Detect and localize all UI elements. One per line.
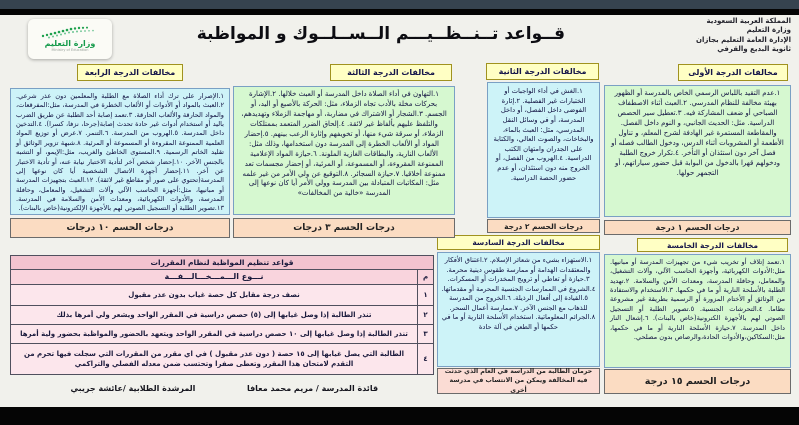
row-text: نصف درجة مقابل كل حصة غياب بدون عذر مقبول xyxy=(128,290,300,299)
degree1-deduction-footer: درجات الحسم ١ درجة xyxy=(604,220,791,235)
degree2-header-badge: مخالفات الدرجة الثانية xyxy=(486,63,599,80)
degree5-header-badge: مخالفات الدرجة الخامسة xyxy=(637,238,788,252)
degree3-header-badge: مخالفات الدرجة الثالثة xyxy=(330,64,452,81)
row-number: ٢ xyxy=(417,306,433,324)
degree4-deduction-footer: درجات الحسم ١٠ درجات xyxy=(10,218,230,238)
table-row xyxy=(11,325,433,344)
degree3-violations-text: ١.التهاون في أداء الصلاة داخل المدرسة أو العبث خلالها. ٢.الإشارة بحركات مخلة بالأدب تجاه الزملاء، مثل: الحركة بالأصبع أو اليد، أو الجسم. ٣.الشجار أو الاشتراك في مضاربة، أو مهاجمة الزملاء وتهديدهم، والتلفظ عليهم بألفاظ غير لائقة. ٤.إلحاق الضرر المتعمد بممتلكات الزملاء، أو سرقة شيء منها، أو تخويفهم وإثارة الرعب بينهم. ٥.إحضار المواد أو الألعاب الخطرة إلى المدرسة دون استخدامها، وذلك مثل: الألعاب النارية، والبطاقات الغازية الملونة. ٦.حيازة المواد الإعلامية الممنوعة المقروءة، أو المسموعة، أو المرئية، أو إحضار مجسمات تعد ممنوعة أخلاقيا. ٧.حيازة السجائر. ٨.التوقيع عن ولي الأمر من غير علمه مثل: المكاتبات المتبادلة بين المدرسة وولي الأمر أيا كان نوعها إلى المدرسة «خالية من المخالفات» xyxy=(233,86,455,215)
row-text: الطالبة التي يصل غيابها إلى ١٥ حصة ( دون عذر مقبول ) في اي مقرر من المقررات التي سجلت فيها تحرم من التقدم لامتحان هذا المقرر وتعطى صفرا وتحتسب ضمن معدله الفصلي والتراكمي xyxy=(23,349,405,368)
counselor-signature: المرشدة الطلابية /عائشة جريبي xyxy=(70,384,196,393)
logo-subtitle: Ministry of Education xyxy=(51,48,89,53)
attendance-type-header: نـــوع الـــمـــخـــالـــفـــة xyxy=(164,272,264,281)
degree6-violations-text: ١.الاستهزاء بشيء من شعائر الإسلام. ٢.اعتناق الأفكار والمعتقدات الهدامة أو ممارسة طقوس دينية محرمة. ٣.حيازة أو تعاطي أو ترويج المخدرات أو المسكرات. ٤.الشروع في الممارسات الجنسية المحرمة أو مقدماتها. ٥.القيادة إلى أفعال الرذيلة. ٦.الخروج من المدرسة للذهاب مع الجنس الآخر. ٧.ممارسة أعمال السحر. ٨.الجرائم المعلوماتية. استخدام الأسلحة النارية أو ما في حكمها أو الطعن في آلة حادة xyxy=(437,252,600,367)
ministry-info-line: الإدارة العامة التعليم بجازان xyxy=(695,35,791,44)
attendance-rules-table xyxy=(10,255,434,375)
degree6-header-badge: مخالفات الدرجة السادسة xyxy=(437,235,600,250)
table-row xyxy=(11,285,433,306)
degree1-violations-text: ١.عدم التقيد باللباس الرسمي الخاص بالمدرسة أو الظهور بهيئة مخالفة للنظام المدرسي. ٢.العبث أثناء الاصطفاف الصباحي أو ضعف المشاركة فيه. ٣.تعطيل سير الحصص الدراسية. مثل: الحديث الجانبي، و النوم داخل الفصل. والمقاطعة المستمرة غير الهادفة لشرح المعلم، و تناول الأطعمة أو المشروبات أثناء الدرس، ودخول الطالب فصله أو فصل آخر دون استئذان أو التأخر. ٤.تكرار خروج الطلبة ودخولهم قهرا بالدخول من البوابة قبل حضور سياراتهم، أو التجمهر حولها. xyxy=(604,85,791,217)
row-text: تنذر الطالبة إذا وصل غيابها إلى (٥) حصص دراسية في المقرر الواحد ويشعر ولي أمرها بذلك xyxy=(56,310,372,319)
row-number: ٣ xyxy=(417,325,433,343)
degree1-header-badge: مخالفات الدرجة الأولى xyxy=(678,64,788,81)
ministry-info-line: المملكة العربية السعودية xyxy=(706,17,791,25)
degree5-deduction-footer: درجات الحسم ١٥ درجة xyxy=(604,369,791,394)
attendance-num-header: م xyxy=(417,270,433,284)
ministry-logo xyxy=(28,19,112,59)
attendance-table-title: قواعد تنظيم المواظبة لنظام المقررات xyxy=(11,256,433,270)
logo-title: وزارة التعليم xyxy=(44,39,96,49)
degree4-violations-text: ١.الإصرار على ترك أداء الصلاة مع الطلبة والمعلمين دون عذر شرعي. ٢.العبث بالمواد أو الأدوات أو الألعاب الخطرة في المدرسة، مثل:المفرقعات، والمواد الحارقة والألعاب الحارقة. ٣.تعمد إصابة أحد الطلبة عن طريق الضرب باليد أو استخدام أدوات غير حادة تحدث إصابة(جرحا، نزفا، كسرا). ٤.التدخين داخل المدرسة. ٥.الهروب من المدرسة. ٦.التنمر. ٧.عرض أو توزيع المواد العلمية الممنوعة المقروءة أو المسموعة أو المرئية. ٨.شبهة تزوير الوثائق أو تقليد الخاتم الرسمية. ٩.المستوى الخاطئ والغريب، مثل:الإيمو، أو التشبه بالجنس الآخر. ١٠.إحضار شخص آخر لتأدية الاختبار نيابة عنه، أو تأدية الاختبار عن آخر. ١١.إحضار أجهزة الاتصال الشخصية أيا كان نوعها إلى المدرسة(تحتوي على صور أو مقاطع غير لائقة). ١٢.العبث بتجهيزات المدرسة أو مبانيها، مثل:أجهزة الحاسب الآلي وآلات التشغيل، والمعامل، وحافلة المدرسة، والأدوات الكهربائية، ومعدات الأمن والسلامة في المدرسة. ١٣.تصوير الطلبة أو التسجيل الصوتي لهم بالأجهزة الإلكترونية(خاص بالبنات). xyxy=(10,88,230,215)
table-row xyxy=(11,344,433,374)
degree2-violations-text: ١.الغش في أداء الواجبات أو الختبارات غير الفصلية. ٢.إثارة الفوضى داخل الفصل، أو داخل المدرسة، أو في وسائل النقل المدرسي، مثل: العبث بالماء، والبخاخات، والصوت العالي، والكتابة على الجدران وامتهان الكتب الدراسية. ٤.الهروب من الفصل، أو الخروج منه دون استئذان، أو عدم حضور الحصة الدراسية. xyxy=(487,82,600,218)
ministry-info-line: ثانوية البديع والقرفي xyxy=(717,45,791,54)
ministry-info-block xyxy=(595,17,791,55)
bottom-letterbox-bar xyxy=(0,407,799,425)
attendance-table-header-row xyxy=(11,270,433,285)
degree5-violations-text: ١.تعمد إتلاف أو تخريب شيء من تجهيزات المدرسة أو مبانيها. مثل:الأدوات الكهربائية، وأجهزة الحاسب الآلي، وآلات التشغيل، والمعامل، وحافلة المدرسة، ومعدات الأمن والسلامة. ٢.تهديد الطلبة بالأسلحة النارية أو ما في حكمها. ٣.الاستخدام والاستفادة من الوثائق أو الأختام المزورة أو الرسمية بطريقة غير مشروعة نظاما. ٤.التحرشات الجنسية. ٥.تصوير الطلبة أو التسجيل الصوتي لهم بالأجهزة الكترونية(خاص بالبنات). ٦.إشعال النار داخل المدرسة. ٧.حيازة الأسلحة النارية أو ما في حكمها، مثل:السكاكين،والأدوات الحادة،والرصاص بدون مصلحي. xyxy=(604,254,791,368)
ministry-logo-dots-icon xyxy=(37,25,103,39)
ministry-info-line: وزارة التعليم xyxy=(746,26,791,35)
top-letterbox-bar xyxy=(0,9,799,15)
row-number: ٤ xyxy=(417,344,433,374)
page-title: قــواعد تــنــظــيـــم الــســلــوك و المواظبة xyxy=(196,24,565,44)
degree3-deduction-footer: درجات الحسم ٣ درجات xyxy=(233,218,455,238)
degree6-penalty-footer: حرمان الطالبة من الدراسة في العام الذي حدثت فيه المخالفة ويمكن من الانتساب في مدرسة أخرى xyxy=(437,368,600,394)
table-row xyxy=(11,306,433,325)
principal-signature: قائدة المدرسة / مريم محمد معافا xyxy=(246,384,379,393)
row-text: تنذر الطالبة إذا وصل غيابها إلى ١٠ حصص دراسية في المقرر الواحد ويتعهد بالحضور والمواظبة بحضور ولية أمرها xyxy=(20,329,408,338)
degree2-deduction-footer: درجات الحسم ٢ درجة xyxy=(487,219,600,233)
row-number: ١ xyxy=(417,285,433,305)
degree4-header-badge: مخالفات الدرجة الرابعة xyxy=(77,64,183,81)
